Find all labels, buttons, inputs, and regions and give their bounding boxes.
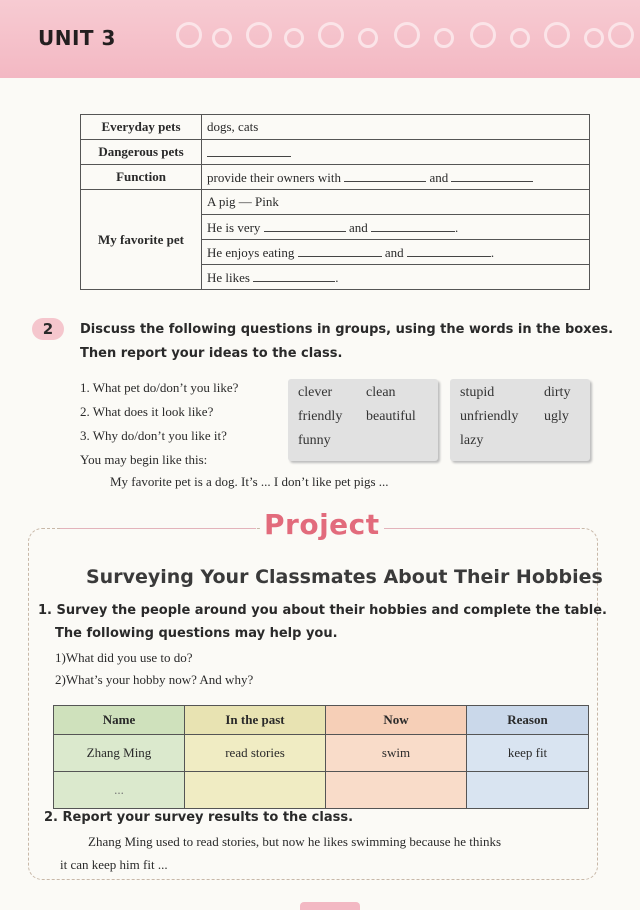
row-content: A pig — Pink: [202, 190, 590, 215]
line-text: He is very: [207, 219, 261, 235]
column-header: Reason: [467, 706, 589, 735]
question: 3. Why do/don’t you like it?: [80, 428, 227, 443]
period-text: .: [335, 269, 339, 285]
period-text: .: [490, 244, 495, 260]
word: lazy: [460, 433, 484, 448]
exercise-number-badge: 2: [32, 318, 64, 340]
circle-decoration: [544, 22, 570, 48]
helper-question: 2)What’s your hobby now? And why?: [55, 672, 254, 687]
table-cell: ...: [54, 772, 185, 809]
report-example: it can keep him fit ...: [60, 857, 168, 872]
circle-decoration: [318, 22, 344, 48]
pet-table: [80, 114, 590, 290]
helper-question: 1)What did you use to do?: [55, 650, 193, 665]
hobby-survey-table: [53, 705, 589, 809]
word: beautiful: [366, 409, 416, 424]
word-box-negative: [450, 379, 590, 461]
word: dirty: [544, 385, 571, 400]
word: clever: [298, 385, 333, 400]
table-row: [54, 735, 589, 772]
decorative-line: [60, 528, 256, 529]
decorative-circles: [176, 22, 636, 54]
period-text: .: [454, 219, 459, 235]
circle-decoration: [176, 22, 202, 48]
answer-blank[interactable]: [407, 244, 491, 257]
decorative-line: [380, 528, 580, 529]
example-sentence: My favorite pet is a dog. It’s ... I don’t like pet pigs ...: [110, 474, 389, 489]
answer-blank[interactable]: [344, 169, 426, 182]
word: ugly: [544, 409, 569, 424]
row-content: [202, 140, 590, 165]
table-cell[interactable]: [185, 772, 326, 809]
function-text: provide their owners with: [207, 169, 341, 185]
circle-decoration: [284, 28, 304, 48]
row-header: Function: [81, 165, 202, 190]
table-cell: read stories: [185, 735, 326, 772]
row-content: [202, 165, 590, 190]
answer-blank[interactable]: [451, 169, 533, 182]
table-row: [81, 190, 590, 215]
column-header: Name: [54, 706, 185, 735]
row-header: My favorite pet: [81, 190, 202, 290]
word: friendly: [298, 409, 343, 424]
project-subtitle: Surveying Your Classmates About Their Hobbies: [86, 566, 603, 588]
task-instruction: 1. Survey the people around you about their hobbies and complete the table.: [38, 603, 607, 618]
answer-blank[interactable]: [371, 219, 455, 232]
task-instruction: 2. Report your survey results to the class.: [44, 810, 354, 825]
answer-blank[interactable]: [207, 144, 291, 157]
row-content: [202, 215, 590, 240]
row-content: [202, 265, 590, 290]
word: funny: [298, 433, 331, 448]
circle-decoration: [394, 22, 420, 48]
answer-blank[interactable]: [298, 244, 382, 257]
column-header: Now: [326, 706, 467, 735]
word-box-positive: [288, 379, 438, 461]
line-text: He likes: [207, 269, 250, 285]
table-row: [81, 165, 590, 190]
task-instruction: The following questions may help you.: [55, 626, 338, 641]
answer-blank[interactable]: [264, 219, 346, 232]
report-example: Zhang Ming used to read stories, but now he likes swimming because he thinks: [88, 834, 502, 849]
table-cell[interactable]: [467, 772, 589, 809]
row-content: [202, 240, 590, 265]
line-text: He enjoys eating: [207, 244, 295, 260]
table-row: [54, 772, 589, 809]
begin-prompt: You may begin like this:: [80, 452, 208, 467]
project-title: Project: [260, 508, 384, 541]
circle-decoration: [510, 28, 530, 48]
instruction-line: Discuss the following questions in groups, using the words in the boxes.: [80, 322, 614, 337]
row-header: Everyday pets: [81, 115, 202, 140]
circle-decoration: [470, 22, 496, 48]
question: 1. What pet do/don’t you like?: [80, 380, 239, 395]
circle-decoration: [212, 28, 232, 48]
row-header: Dangerous pets: [81, 140, 202, 165]
circle-decoration: [358, 28, 378, 48]
table-row: [81, 115, 590, 140]
table-cell: swim: [326, 735, 467, 772]
row-content: dogs, cats: [202, 115, 590, 140]
word: stupid: [460, 385, 495, 400]
table-cell: keep fit: [467, 735, 589, 772]
answer-blank[interactable]: [253, 269, 335, 282]
column-header: In the past: [185, 706, 326, 735]
word: clean: [366, 385, 396, 400]
and-text: and: [429, 169, 449, 185]
table-cell[interactable]: [326, 772, 467, 809]
circle-decoration: [434, 28, 454, 48]
circle-decoration: [584, 28, 604, 48]
word: unfriendly: [460, 409, 519, 424]
table-row: [81, 140, 590, 165]
circle-decoration: [608, 22, 634, 48]
instruction-line: Then report your ideas to the class.: [80, 346, 343, 361]
question: 2. What does it look like?: [80, 404, 214, 419]
table-header-row: [54, 706, 589, 735]
circle-decoration: [246, 22, 272, 48]
bottom-page-tab: [300, 902, 360, 910]
table-cell: Zhang Ming: [54, 735, 185, 772]
unit-title: UNIT 3: [38, 26, 116, 50]
and-text: and: [348, 219, 368, 235]
and-text: and: [384, 244, 404, 260]
